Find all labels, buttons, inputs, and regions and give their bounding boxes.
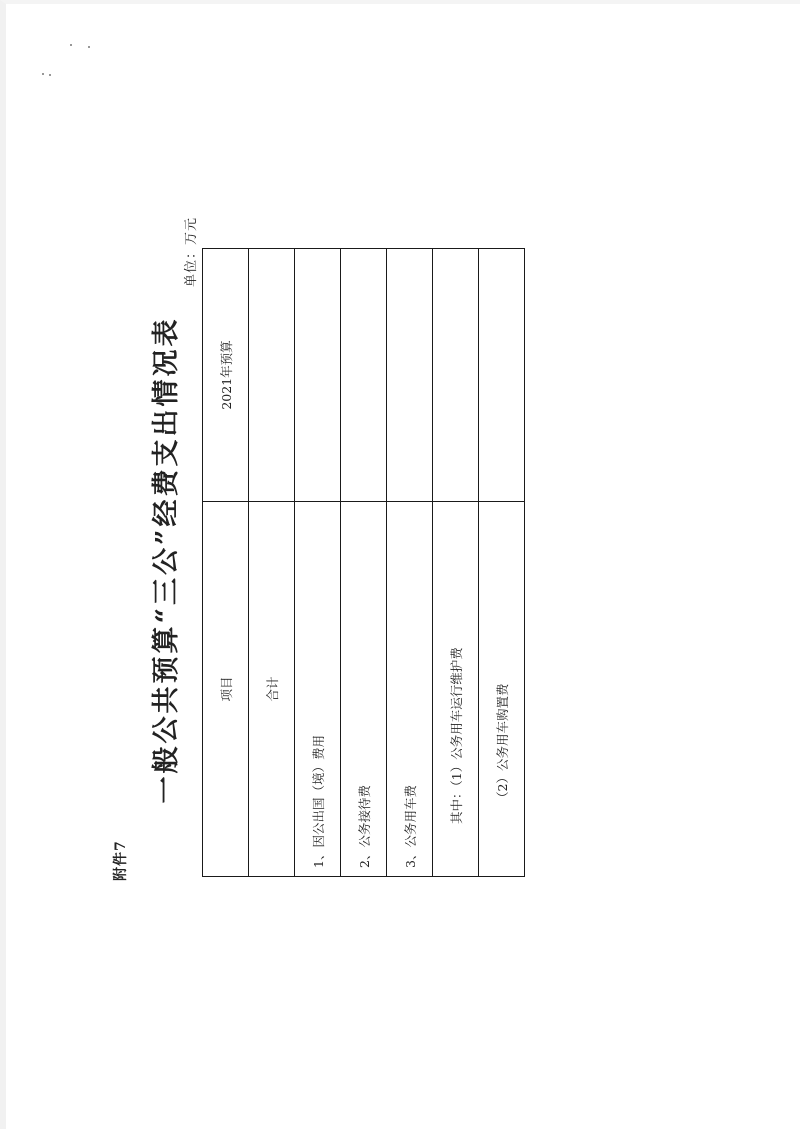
scan-speck (70, 44, 72, 46)
row-item-overseas: 1、因公出国（境）费用 (295, 502, 341, 877)
row-item-vehicle-maintenance: 其中：（1）公务用车运行维护费 (433, 502, 479, 877)
row-item-reception: 2、公务接待费 (341, 502, 387, 877)
scan-speck (88, 46, 90, 48)
table-row (479, 249, 525, 877)
table-row (341, 249, 387, 877)
unit-label: 单位：万元 (184, 216, 199, 287)
row-item-total: 合计 (249, 502, 295, 877)
scan-speck (49, 74, 51, 76)
row-value (387, 249, 433, 502)
table-row (433, 249, 479, 877)
table-row (249, 249, 295, 877)
row-value (433, 249, 479, 502)
row-item-vehicle: 3、公务用车费 (387, 502, 433, 877)
row-item-vehicle-purchase: （2）公务用车购置费 (479, 502, 525, 877)
attachment-label: 附件7 (113, 840, 129, 881)
row-value (341, 249, 387, 502)
scan-speck (42, 73, 44, 75)
page-title: 一般公共预算“三公”经费支出情况表 (151, 316, 182, 804)
header-item: 项目 (203, 502, 249, 877)
table-header-row (203, 249, 249, 877)
row-value (479, 249, 525, 502)
row-value (249, 249, 295, 502)
row-value (295, 249, 341, 502)
rotated-page (110, 110, 540, 1010)
table-row (295, 249, 341, 877)
header-budget-2021: 2021年预算 (203, 249, 249, 502)
table-row (387, 249, 433, 877)
expense-table (202, 248, 525, 877)
